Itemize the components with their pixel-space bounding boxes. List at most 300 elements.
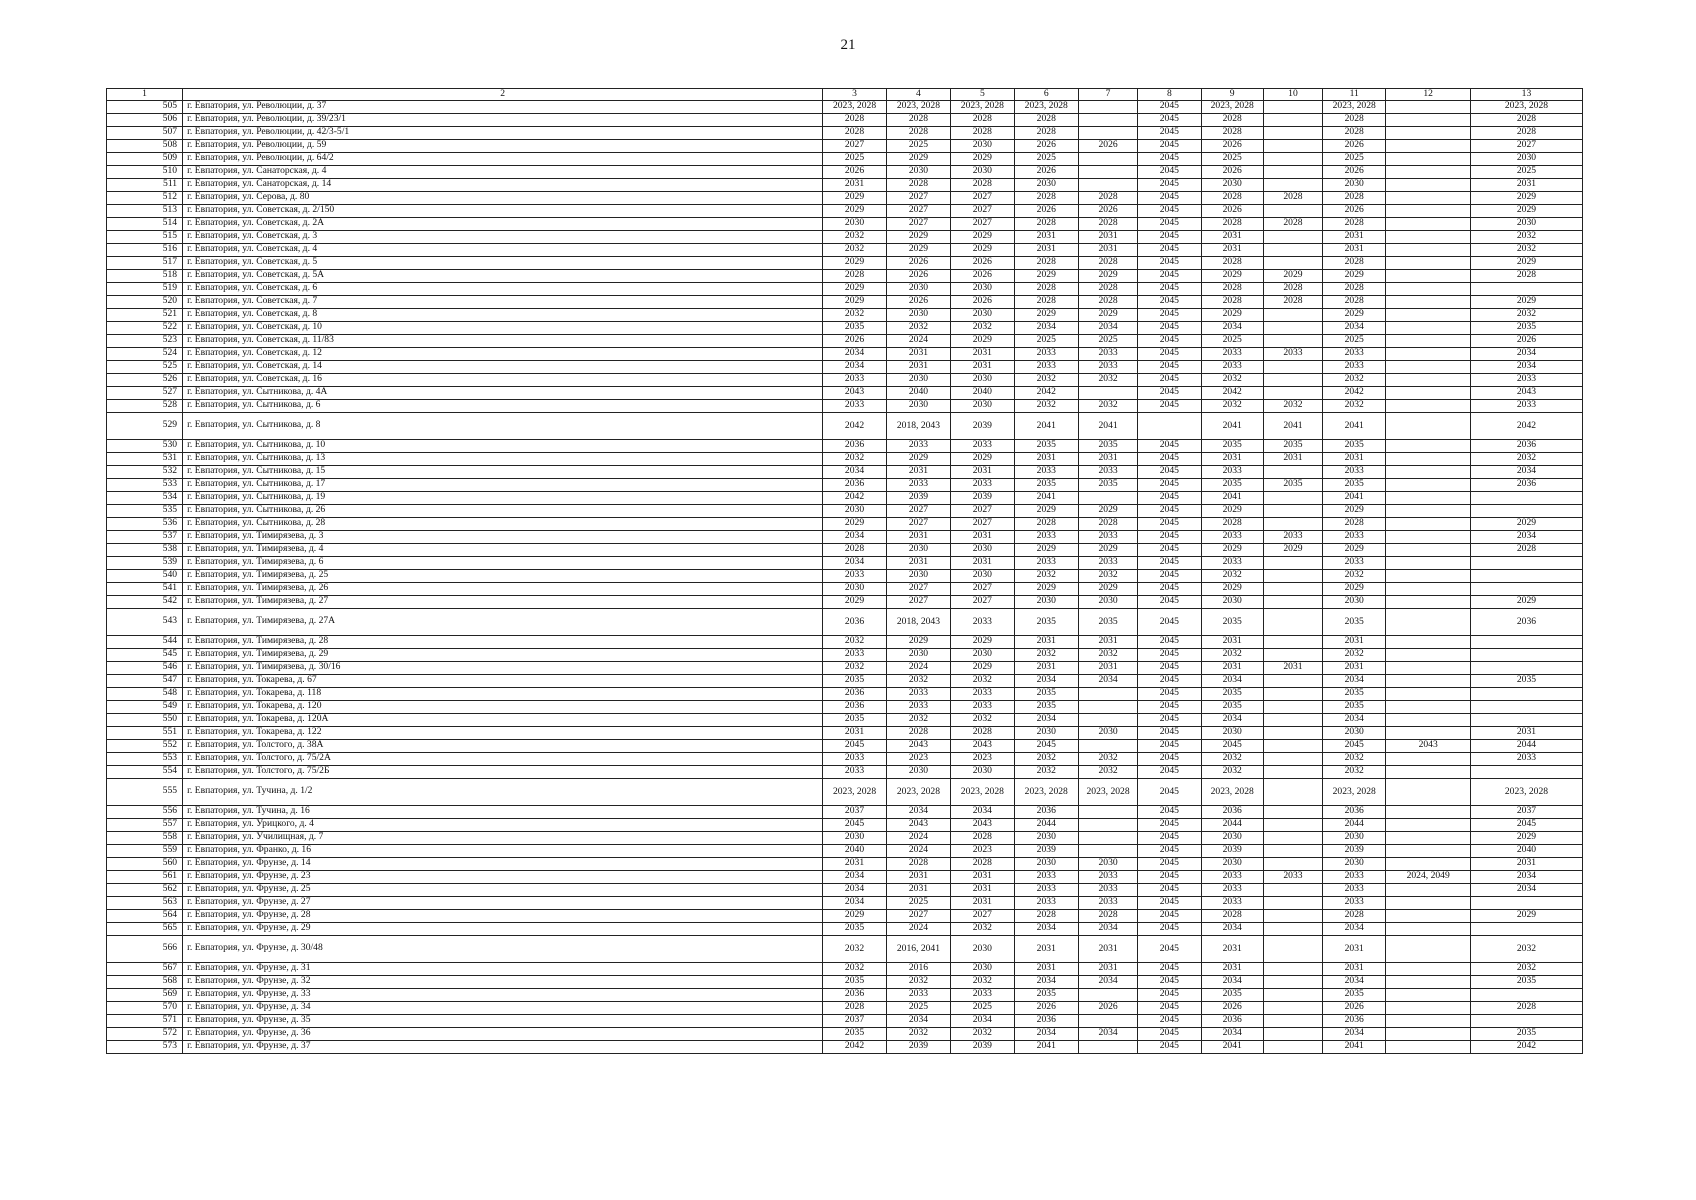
address-cell: г. Евпатория, ул. Сытникова, д. 4А <box>183 386 823 399</box>
year-cell-col-8: 2045 <box>1138 857 1201 870</box>
year-cell-col-5: 2043 <box>951 739 1014 752</box>
year-cell-col-6: 2030 <box>1014 857 1078 870</box>
year-cell-col-7: 2030 <box>1078 595 1137 608</box>
year-cell-col-4: 2028 <box>886 126 950 139</box>
year-cell-col-13: 2031 <box>1470 726 1582 739</box>
year-cell-col-7 <box>1078 831 1137 844</box>
year-cell-col-12 <box>1386 347 1471 360</box>
row-number-cell: 569 <box>107 988 183 1001</box>
year-cell-col-9: 2029 <box>1201 269 1263 282</box>
year-cell-col-12 <box>1386 269 1471 282</box>
year-cell-col-8: 2045 <box>1138 373 1201 386</box>
year-cell-col-7: 2033 <box>1078 870 1137 883</box>
year-cell-col-5: 2023 <box>951 844 1014 857</box>
row-number-cell: 547 <box>107 674 183 687</box>
year-cell-col-6: 2033 <box>1014 347 1078 360</box>
year-cell-col-12 <box>1386 909 1471 922</box>
row-number-cell: 540 <box>107 569 183 582</box>
year-cell-col-8: 2045 <box>1138 360 1201 373</box>
year-cell-col-3: 2033 <box>823 569 886 582</box>
year-cell-col-11: 2030 <box>1323 831 1386 844</box>
year-cell-col-5: 2028 <box>951 857 1014 870</box>
column-header-11: 11 <box>1323 89 1386 101</box>
year-cell-col-9: 2031 <box>1201 962 1263 975</box>
year-cell-col-8: 2045 <box>1138 386 1201 399</box>
year-cell-col-9: 2031 <box>1201 452 1263 465</box>
year-cell-col-10 <box>1263 582 1322 595</box>
year-cell-col-5: 2027 <box>951 909 1014 922</box>
year-cell-col-8: 2045 <box>1138 1014 1201 1027</box>
year-cell-col-13: 2026 <box>1470 334 1582 347</box>
row-number-cell: 550 <box>107 713 183 726</box>
year-cell-col-6: 2032 <box>1014 752 1078 765</box>
year-cell-col-13: 2036 <box>1470 608 1582 635</box>
year-cell-col-5: 2032 <box>951 674 1014 687</box>
year-cell-col-5: 2033 <box>951 687 1014 700</box>
year-cell-col-11: 2036 <box>1323 805 1386 818</box>
table-row <box>107 217 1583 230</box>
table-row <box>107 321 1583 334</box>
year-cell-col-6: 2029 <box>1014 582 1078 595</box>
address-cell: г. Евпатория, ул. Фрунзе, д. 34 <box>183 1001 823 1014</box>
year-cell-col-5: 2029 <box>951 230 1014 243</box>
table-row <box>107 191 1583 204</box>
year-cell-col-6: 2033 <box>1014 896 1078 909</box>
year-cell-col-9: 2028 <box>1201 126 1263 139</box>
year-cell-col-4: 2039 <box>886 491 950 504</box>
year-cell-col-4: 2027 <box>886 595 950 608</box>
year-cell-col-8: 2045 <box>1138 935 1201 962</box>
year-cell-col-6: 2035 <box>1014 439 1078 452</box>
address-cell: г. Евпатория, ул. Фрунзе, д. 27 <box>183 896 823 909</box>
table-row <box>107 870 1583 883</box>
year-cell-col-3: 2033 <box>823 373 886 386</box>
year-cell-col-7: 2032 <box>1078 569 1137 582</box>
year-cell-col-7: 2032 <box>1078 648 1137 661</box>
year-cell-col-3: 2028 <box>823 543 886 556</box>
year-cell-col-11: 2023, 2028 <box>1323 100 1386 113</box>
row-number-cell: 571 <box>107 1014 183 1027</box>
year-cell-col-3: 2028 <box>823 113 886 126</box>
year-cell-col-3: 2032 <box>823 935 886 962</box>
year-cell-col-12 <box>1386 635 1471 648</box>
year-cell-col-6: 2041 <box>1014 1040 1078 1053</box>
year-cell-col-3: 2029 <box>823 295 886 308</box>
year-cell-col-10 <box>1263 373 1322 386</box>
year-cell-col-3: 2034 <box>823 360 886 373</box>
year-cell-col-6: 2042 <box>1014 386 1078 399</box>
year-cell-col-11: 2026 <box>1323 165 1386 178</box>
year-cell-col-3: 2031 <box>823 726 886 739</box>
address-cell: г. Евпатория, ул. Фрунзе, д. 14 <box>183 857 823 870</box>
year-cell-col-11: 2041 <box>1323 491 1386 504</box>
year-cell-col-7: 2033 <box>1078 465 1137 478</box>
year-cell-col-12 <box>1386 178 1471 191</box>
year-cell-col-13: 2033 <box>1470 399 1582 412</box>
year-cell-col-9: 2029 <box>1201 582 1263 595</box>
year-cell-col-7: 2029 <box>1078 582 1137 595</box>
address-cell: г. Евпатория, ул. Тимирязева, д. 6 <box>183 556 823 569</box>
year-cell-col-12 <box>1386 334 1471 347</box>
year-cell-col-3: 2040 <box>823 844 886 857</box>
year-cell-col-4: 2033 <box>886 478 950 491</box>
year-cell-col-13: 2028 <box>1470 126 1582 139</box>
year-cell-col-8: 2045 <box>1138 100 1201 113</box>
year-cell-col-8: 2045 <box>1138 805 1201 818</box>
address-cell: г. Евпатория, ул. Революции, д. 37 <box>183 100 823 113</box>
year-cell-col-7: 2031 <box>1078 661 1137 674</box>
year-cell-col-9: 2032 <box>1201 373 1263 386</box>
year-cell-col-6: 2034 <box>1014 975 1078 988</box>
year-cell-col-13: 2034 <box>1470 347 1582 360</box>
row-number-cell: 556 <box>107 805 183 818</box>
year-cell-col-4: 2034 <box>886 1014 950 1027</box>
year-cell-col-10: 2028 <box>1263 191 1322 204</box>
year-cell-col-4: 2024 <box>886 922 950 935</box>
year-cell-col-4: 2030 <box>886 308 950 321</box>
table-row <box>107 556 1583 569</box>
year-cell-col-10 <box>1263 569 1322 582</box>
year-cell-col-10 <box>1263 608 1322 635</box>
year-cell-col-6: 2031 <box>1014 661 1078 674</box>
year-cell-col-3: 2031 <box>823 178 886 191</box>
table-row <box>107 1001 1583 1014</box>
year-cell-col-4: 2029 <box>886 152 950 165</box>
year-cell-col-7: 2028 <box>1078 909 1137 922</box>
year-cell-col-3: 2034 <box>823 556 886 569</box>
year-cell-col-8: 2045 <box>1138 595 1201 608</box>
year-cell-col-10 <box>1263 896 1322 909</box>
year-cell-col-13 <box>1470 687 1582 700</box>
row-number-cell: 508 <box>107 139 183 152</box>
year-cell-col-6: 2034 <box>1014 321 1078 334</box>
row-number-cell: 572 <box>107 1027 183 1040</box>
year-cell-col-7: 2034 <box>1078 321 1137 334</box>
table-row <box>107 713 1583 726</box>
year-cell-col-12 <box>1386 818 1471 831</box>
year-cell-col-4: 2016, 2041 <box>886 935 950 962</box>
year-cell-col-13: 2034 <box>1470 360 1582 373</box>
address-cell: г. Евпатория, ул. Советская, д. 2/150 <box>183 204 823 217</box>
year-cell-col-10: 2028 <box>1263 295 1322 308</box>
year-cell-col-8: 2045 <box>1138 556 1201 569</box>
address-cell: г. Евпатория, ул. Фрунзе, д. 36 <box>183 1027 823 1040</box>
year-cell-col-6: 2034 <box>1014 1027 1078 1040</box>
year-cell-col-11: 2044 <box>1323 818 1386 831</box>
year-cell-col-9: 2029 <box>1201 504 1263 517</box>
year-cell-col-8: 2045 <box>1138 739 1201 752</box>
year-cell-col-11: 2026 <box>1323 139 1386 152</box>
year-cell-col-11: 2034 <box>1323 713 1386 726</box>
year-cell-col-6: 2033 <box>1014 883 1078 896</box>
year-cell-col-11: 2042 <box>1323 386 1386 399</box>
address-cell: г. Евпатория, ул. Тимирязева, д. 28 <box>183 635 823 648</box>
year-cell-col-12 <box>1386 452 1471 465</box>
year-cell-col-6: 2039 <box>1014 844 1078 857</box>
year-cell-col-7 <box>1078 818 1137 831</box>
year-cell-col-9: 2035 <box>1201 988 1263 1001</box>
year-cell-col-7 <box>1078 178 1137 191</box>
year-cell-col-5: 2027 <box>951 217 1014 230</box>
year-cell-col-3: 2029 <box>823 517 886 530</box>
year-cell-col-6: 2028 <box>1014 295 1078 308</box>
row-number-cell: 559 <box>107 844 183 857</box>
row-number-cell: 525 <box>107 360 183 373</box>
year-cell-col-13: 2032 <box>1470 962 1582 975</box>
year-cell-col-6: 2033 <box>1014 465 1078 478</box>
year-cell-col-10 <box>1263 178 1322 191</box>
year-cell-col-7: 2033 <box>1078 360 1137 373</box>
year-cell-col-12 <box>1386 282 1471 295</box>
year-cell-col-11: 2029 <box>1323 269 1386 282</box>
row-number-cell: 549 <box>107 700 183 713</box>
year-cell-col-10 <box>1263 113 1322 126</box>
year-cell-col-4: 2027 <box>886 504 950 517</box>
year-cell-col-4: 2027 <box>886 517 950 530</box>
year-cell-col-7: 2028 <box>1078 256 1137 269</box>
row-number-cell: 512 <box>107 191 183 204</box>
row-number-cell: 565 <box>107 922 183 935</box>
year-cell-col-10 <box>1263 1040 1322 1053</box>
year-cell-col-13: 2028 <box>1470 269 1582 282</box>
year-cell-col-8: 2045 <box>1138 883 1201 896</box>
year-cell-col-4: 2043 <box>886 818 950 831</box>
year-cell-col-4: 2025 <box>886 1001 950 1014</box>
year-cell-col-4: 2025 <box>886 896 950 909</box>
table-row <box>107 896 1583 909</box>
table-body <box>107 100 1583 1053</box>
year-cell-col-7: 2026 <box>1078 204 1137 217</box>
year-cell-col-6: 2023, 2028 <box>1014 778 1078 805</box>
row-number-cell: 544 <box>107 635 183 648</box>
year-cell-col-9: 2033 <box>1201 360 1263 373</box>
table-row <box>107 256 1583 269</box>
year-cell-col-9: 2035 <box>1201 439 1263 452</box>
row-number-cell: 528 <box>107 399 183 412</box>
year-cell-col-3: 2030 <box>823 504 886 517</box>
year-cell-col-4: 2024 <box>886 844 950 857</box>
year-cell-col-4: 2027 <box>886 191 950 204</box>
year-cell-col-4: 2027 <box>886 909 950 922</box>
year-cell-col-12 <box>1386 100 1471 113</box>
year-cell-col-12 <box>1386 883 1471 896</box>
year-cell-col-9: 2028 <box>1201 282 1263 295</box>
year-cell-col-3: 2034 <box>823 896 886 909</box>
year-cell-col-7 <box>1078 739 1137 752</box>
year-cell-col-9: 2028 <box>1201 217 1263 230</box>
year-cell-col-6: 2023, 2028 <box>1014 100 1078 113</box>
year-cell-col-4: 2024 <box>886 831 950 844</box>
year-cell-col-9: 2031 <box>1201 230 1263 243</box>
year-cell-col-3: 2045 <box>823 818 886 831</box>
table-row <box>107 818 1583 831</box>
table-row <box>107 595 1583 608</box>
year-cell-col-11: 2029 <box>1323 582 1386 595</box>
year-cell-col-4: 2026 <box>886 295 950 308</box>
column-header-5: 5 <box>951 89 1014 101</box>
year-cell-col-10: 2033 <box>1263 870 1322 883</box>
address-cell: г. Евпатория, ул. Советская, д. 16 <box>183 373 823 386</box>
year-cell-col-6: 2028 <box>1014 256 1078 269</box>
year-cell-col-5: 2043 <box>951 818 1014 831</box>
table-row <box>107 1027 1583 1040</box>
year-cell-col-11: 2026 <box>1323 1001 1386 1014</box>
year-cell-col-8: 2045 <box>1138 1027 1201 1040</box>
year-cell-col-11: 2031 <box>1323 962 1386 975</box>
row-number-cell: 511 <box>107 178 183 191</box>
year-cell-col-13: 2045 <box>1470 818 1582 831</box>
address-cell: г. Евпатория, ул. Токарева, д. 120А <box>183 713 823 726</box>
year-cell-col-13: 2034 <box>1470 530 1582 543</box>
year-cell-col-12 <box>1386 674 1471 687</box>
year-cell-col-4: 2040 <box>886 386 950 399</box>
year-cell-col-4: 2031 <box>886 360 950 373</box>
year-cell-col-13: 2029 <box>1470 831 1582 844</box>
row-number-cell: 554 <box>107 765 183 778</box>
year-cell-col-8: 2045 <box>1138 922 1201 935</box>
year-cell-col-4: 2027 <box>886 217 950 230</box>
year-cell-col-5: 2030 <box>951 765 1014 778</box>
year-cell-col-5: 2031 <box>951 360 1014 373</box>
year-cell-col-5: 2031 <box>951 883 1014 896</box>
year-cell-col-11: 2028 <box>1323 191 1386 204</box>
year-cell-col-8: 2045 <box>1138 988 1201 1001</box>
table-row <box>107 230 1583 243</box>
table-row <box>107 126 1583 139</box>
year-cell-col-7 <box>1078 805 1137 818</box>
year-cell-col-5: 2030 <box>951 373 1014 386</box>
year-cell-col-12 <box>1386 922 1471 935</box>
year-cell-col-6: 2029 <box>1014 308 1078 321</box>
year-cell-col-12 <box>1386 139 1471 152</box>
year-cell-col-5: 2029 <box>951 152 1014 165</box>
year-cell-col-5: 2032 <box>951 713 1014 726</box>
year-cell-col-6: 2035 <box>1014 608 1078 635</box>
year-cell-col-10 <box>1263 465 1322 478</box>
year-cell-col-5: 2030 <box>951 962 1014 975</box>
year-cell-col-6: 2041 <box>1014 412 1078 439</box>
year-cell-col-12 <box>1386 191 1471 204</box>
year-cell-col-4: 2032 <box>886 1027 950 1040</box>
year-cell-col-4: 2033 <box>886 988 950 1001</box>
year-cell-col-3: 2029 <box>823 595 886 608</box>
row-number-cell: 523 <box>107 334 183 347</box>
year-cell-col-8: 2045 <box>1138 139 1201 152</box>
year-cell-col-3: 2036 <box>823 439 886 452</box>
year-cell-col-11: 2028 <box>1323 295 1386 308</box>
row-number-cell: 534 <box>107 491 183 504</box>
year-cell-col-3: 2037 <box>823 1014 886 1027</box>
year-cell-col-13 <box>1470 700 1582 713</box>
year-cell-col-9: 2028 <box>1201 909 1263 922</box>
address-cell: г. Евпатория, ул. Тимирязева, д. 30/16 <box>183 661 823 674</box>
row-number-cell: 533 <box>107 478 183 491</box>
year-cell-col-13 <box>1470 556 1582 569</box>
table-row <box>107 765 1583 778</box>
year-cell-col-7 <box>1078 100 1137 113</box>
year-cell-col-13 <box>1470 491 1582 504</box>
year-cell-col-5: 2028 <box>951 831 1014 844</box>
year-cell-col-9: 2031 <box>1201 935 1263 962</box>
year-cell-col-8: 2045 <box>1138 152 1201 165</box>
address-cell: г. Евпатория, ул. Советская, д. 3 <box>183 230 823 243</box>
year-cell-col-4: 2026 <box>886 269 950 282</box>
year-cell-col-13: 2035 <box>1470 321 1582 334</box>
address-cell: г. Евпатория, ул. Советская, д. 4 <box>183 243 823 256</box>
year-cell-col-10 <box>1263 805 1322 818</box>
year-cell-col-3: 2033 <box>823 752 886 765</box>
year-cell-col-12 <box>1386 399 1471 412</box>
year-cell-col-4: 2028 <box>886 178 950 191</box>
address-cell: г. Евпатория, ул. Тучина, д. 16 <box>183 805 823 818</box>
year-cell-col-5: 2028 <box>951 726 1014 739</box>
year-cell-col-10: 2035 <box>1263 439 1322 452</box>
row-number-cell: 509 <box>107 152 183 165</box>
year-cell-col-4: 2024 <box>886 334 950 347</box>
column-number-header-row <box>107 89 1583 101</box>
year-cell-col-9: 2041 <box>1201 412 1263 439</box>
row-number-cell: 524 <box>107 347 183 360</box>
year-cell-col-13: 2037 <box>1470 805 1582 818</box>
year-cell-col-5: 2029 <box>951 334 1014 347</box>
year-cell-col-10 <box>1263 139 1322 152</box>
year-cell-col-8: 2045 <box>1138 700 1201 713</box>
year-cell-col-9: 2033 <box>1201 896 1263 909</box>
year-cell-col-5: 2032 <box>951 321 1014 334</box>
address-cell: г. Евпатория, ул. Фрунзе, д. 29 <box>183 922 823 935</box>
year-cell-col-12 <box>1386 935 1471 962</box>
year-cell-col-7 <box>1078 152 1137 165</box>
address-cell: г. Евпатория, ул. Фрунзе, д. 30/48 <box>183 935 823 962</box>
row-number-cell: 562 <box>107 883 183 896</box>
year-cell-col-4: 2031 <box>886 530 950 543</box>
year-cell-col-5: 2039 <box>951 491 1014 504</box>
year-cell-col-12 <box>1386 713 1471 726</box>
row-number-cell: 566 <box>107 935 183 962</box>
year-cell-col-13: 2031 <box>1470 857 1582 870</box>
table-row <box>107 922 1583 935</box>
year-cell-col-6: 2026 <box>1014 1001 1078 1014</box>
year-cell-col-5: 2029 <box>951 661 1014 674</box>
column-header-6: 6 <box>1014 89 1078 101</box>
year-cell-col-5: 2039 <box>951 1040 1014 1053</box>
year-cell-col-10: 2031 <box>1263 661 1322 674</box>
year-cell-col-11: 2039 <box>1323 844 1386 857</box>
year-cell-col-11: 2033 <box>1323 465 1386 478</box>
row-number-cell: 522 <box>107 321 183 334</box>
year-cell-col-12 <box>1386 975 1471 988</box>
year-cell-col-13: 2023, 2028 <box>1470 100 1582 113</box>
year-cell-col-3: 2042 <box>823 1040 886 1053</box>
year-cell-col-7 <box>1078 713 1137 726</box>
year-cell-col-11: 2041 <box>1323 1040 1386 1053</box>
year-cell-col-5: 2032 <box>951 1027 1014 1040</box>
row-number-cell: 541 <box>107 582 183 595</box>
year-cell-col-6: 2041 <box>1014 491 1078 504</box>
year-cell-col-5: 2030 <box>951 399 1014 412</box>
year-cell-col-6: 2032 <box>1014 648 1078 661</box>
address-cell: г. Евпатория, ул. Советская, д. 12 <box>183 347 823 360</box>
year-cell-col-13: 2032 <box>1470 243 1582 256</box>
address-cell: г. Евпатория, ул. Советская, д. 7 <box>183 295 823 308</box>
row-number-cell: 515 <box>107 230 183 243</box>
year-cell-col-9: 2023, 2028 <box>1201 778 1263 805</box>
year-cell-col-13 <box>1470 1014 1582 1027</box>
table-row <box>107 295 1583 308</box>
address-cell: г. Евпатория, ул. Сытникова, д. 19 <box>183 491 823 504</box>
year-cell-col-4: 2030 <box>886 765 950 778</box>
year-cell-col-10 <box>1263 100 1322 113</box>
